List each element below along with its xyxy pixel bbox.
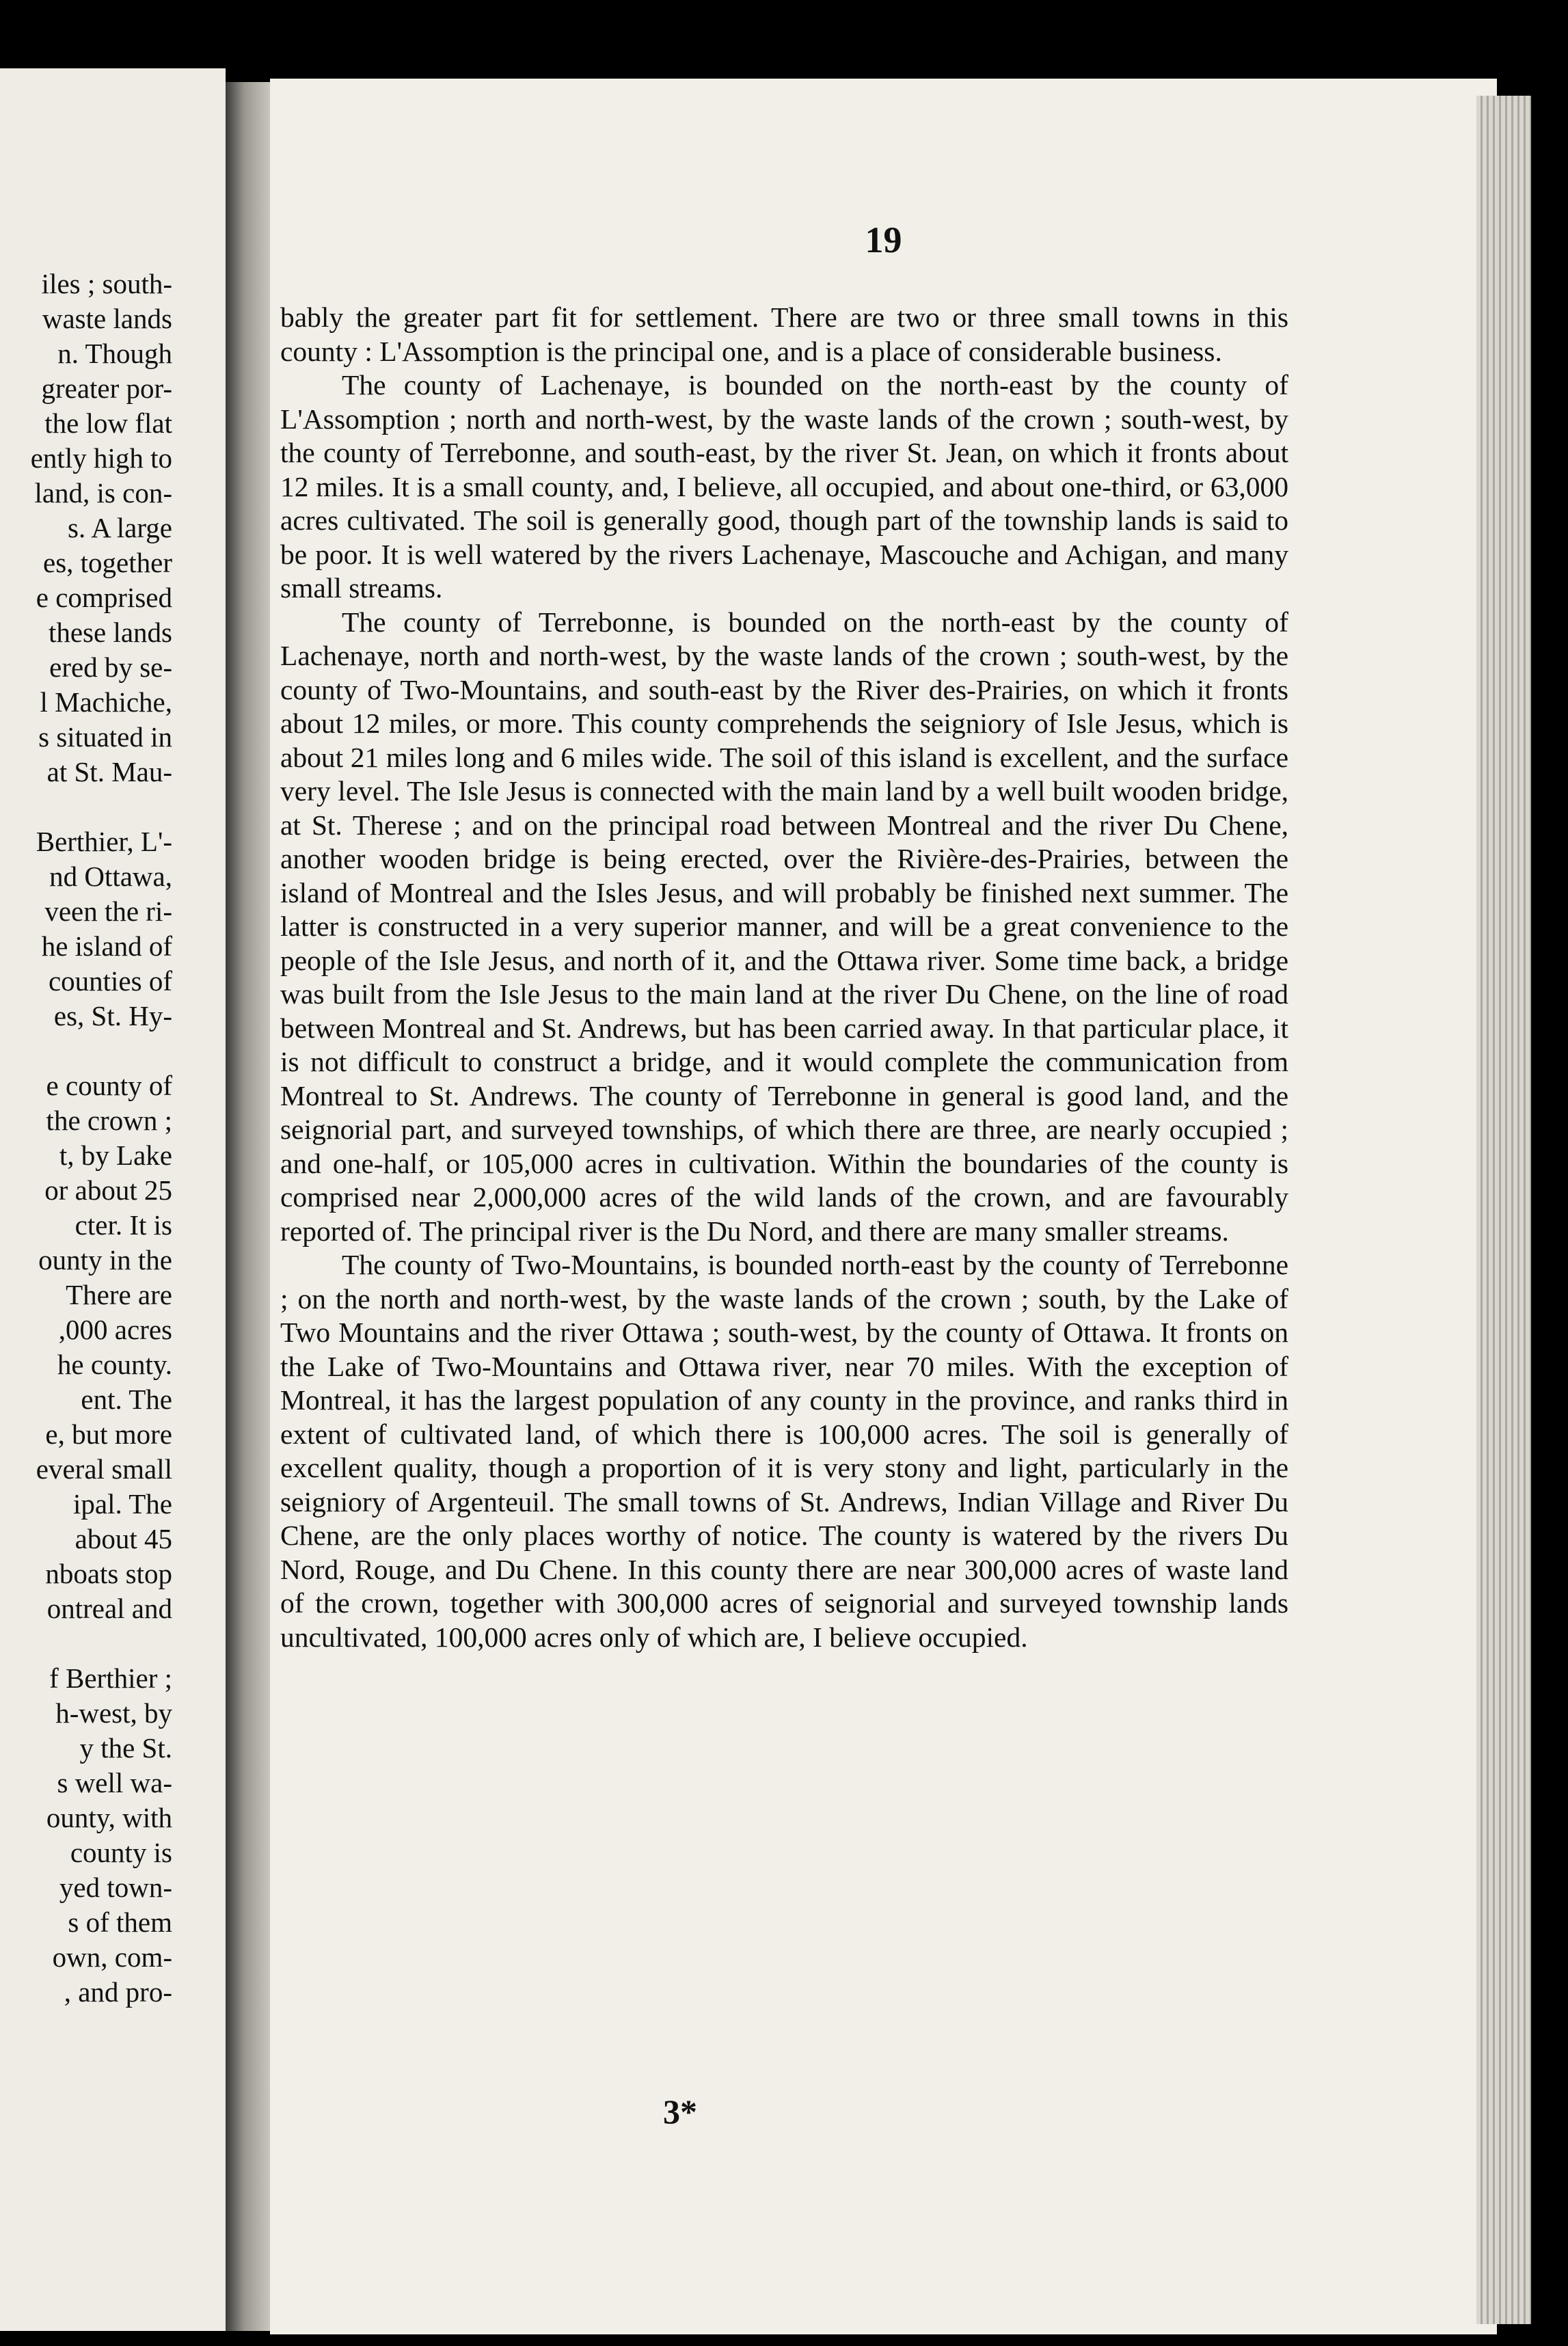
left-page-line: ontreal and [46,1593,172,1624]
left-page-line: es, St. Hy- [53,1000,172,1032]
left-page-line: the low flat [44,407,172,439]
left-page-line: Berthier, L'- [36,826,172,857]
left-page-line: ered by se- [49,651,172,683]
left-page-line: veen the ri- [44,895,172,927]
left-page-line: ounty, with [46,1802,172,1833]
paragraph-continued: bably the greater part fit for settlement. There are two or three small towns in this county : L'Assomption is the principal one, and is a place of considerable business. [280,301,1288,367]
left-page-text [31,267,172,2010]
left-page-line: s. A large [68,512,172,543]
left-page-line: n. Though [57,338,172,369]
body-text [280,301,1288,1654]
signature-mark: 3* [663,2092,697,2131]
left-page-line: ,000 acres [58,1314,172,1345]
book-gutter [226,82,273,2331]
left-page-line: the crown ; [46,1105,172,1136]
left-page-line: everal small [36,1453,172,1485]
page-edges [1476,96,1531,2324]
left-page-line: t, by Lake [59,1140,172,1171]
left-page-line: y the St. [79,1732,172,1764]
paragraph-two-mountains: The county of Two-Mountains, is bounded north-east by the county of Terrebonne ; on the north and north-west, by the waste lands of the crown ; south, by the Lake of Two Mountains and the river Ottawa ; south-west, by the county of Ottawa. It fronts on the Lake of Two-Mountains and Ottawa river, near 70 miles. With the exception of Montreal, it has the largest population of any county in the province, and ranks third in extent of cultivated land, of which there is 100,000 acres. The soil is generally of excellent quality, though a proportion of it is very stony and light, particularly in the seigniory of Argenteuil. The small towns of St. Andrews, Indian Village and River Du Chene, are the only places worthy of notice. The county is watered by the rivers Du Nord, Rouge, and Du Chene. In this county there are near 300,000 acres of waste land of the crown, together with 300,000 acres of seignorial and surveyed township lands uncultivated, 100,000 acres only of which are, I believe occupied. [280,1249,1288,1653]
left-page-line: l Machiche, [40,686,172,718]
left-page-line: county is [70,1837,172,1868]
left-page-line: s of them [68,1906,172,1938]
left-page-line: e county of [46,1070,172,1101]
left-page-line: nd Ottawa, [49,861,172,892]
left-page-line: ent. The [81,1384,172,1415]
left-page-line: at St. Mau- [46,756,172,787]
left-page-line: nboats stop [45,1558,172,1589]
left-page-line: s situated in [38,721,172,753]
left-page-line: he county. [57,1349,172,1380]
left-page-line: es, together [43,547,172,578]
left-page-line: There are [66,1279,172,1310]
left-page-line: yed town- [59,1872,172,1903]
left-page-line [31,1626,172,1661]
left-page-line: e comprised [36,582,172,613]
right-page [270,79,1497,2334]
left-page-line: or about 25 [44,1174,172,1206]
left-page-line: greater por- [41,373,172,404]
left-page-line: ently high to [30,442,172,474]
left-page-line: waste lands [42,303,172,334]
left-page-line: these lands [48,617,172,648]
left-page-line: cter. It is [75,1209,172,1241]
left-page-line: about 45 [75,1523,172,1554]
left-page-line [31,1034,172,1068]
paragraph-terrebonne: The county of Terrebonne, is bounded on the north-east by the county of Lachenaye, north and north-west, by the waste lands of the crown ; south-west, by the county of Two-Mountains, and south-east by the River des-Prairies, on which it fronts about 12 miles, or more. This county comprehends the seigniory of Isle Jesus, which is about 21 miles long and 6 miles wide. The soil of this island is excellent, and the surface very level. The Isle Jesus is connected with the main land by a well built wooden bridge, at St. Therese ; and on the principal road between Montreal and the river Du Chene, another wooden bridge is being erected, over the Rivière-des-Prairies, between the island of Montreal and the Isles Jesus, and will probably be finished next summer. The latter is constructed in a very superior manner, and will be a great convenience to the people of the Isle Jesus, and north of it, and the Ottawa river. Some time back, a bridge was built from the Isle Jesus to the main land at the river Du Chene, on the line of road between Montreal and St. Andrews, but has been carried away. In that particular place, it is not difficult to construct a bridge, and it would complete the communication from Montreal to St. Andrews. The county of Terrebonne in general is good land, and the seignorial part, and surveyed townships, of which there are three, are nearly occupied ; and one-half, or 105,000 acres in cultivation. Within the boundaries of the county is comprised near 2,000,000 acres of the wild lands of the crown, and are favourably reported of. The principal river is the Du Nord, and there are many smaller streams. [280,606,1288,1247]
left-page-line: e, but more [45,1418,172,1450]
left-page-line: iles ; south- [41,268,172,299]
left-page-line [31,790,172,824]
left-page-line: f Berthier ; [49,1662,172,1694]
left-page-line: he island of [41,930,172,962]
left-page-line: own, com- [52,1941,172,1973]
left-page-line: land, is con- [34,477,172,509]
left-page [0,68,226,2331]
left-page-line: s well wa- [57,1767,172,1798]
left-page-line: counties of [48,965,172,997]
left-page-line: h-west, by [55,1697,172,1729]
page-number: 19 [865,219,902,260]
left-page-line: , and pro- [64,1976,172,2008]
paragraph-lachenaye: The county of Lachenaye, is bounded on the north-east by the county of L'Assomption ; north and north-west, by the waste lands of the crown ; south-west, by the county of Terrebonne, and south-east, by the river St. Jean, on which it fronts about 12 miles. It is a small county, and, I believe, all occupied, and about one-third, or 63,000 acres cultivated. The soil is generally good, though part of the township lands is said to be poor. It is well watered by the rivers Lachenaye, Mascouche and Achigan, and many small streams. [280,369,1288,604]
left-page-line: ounty in the [38,1244,172,1276]
left-page-line: ipal. The [73,1488,172,1520]
